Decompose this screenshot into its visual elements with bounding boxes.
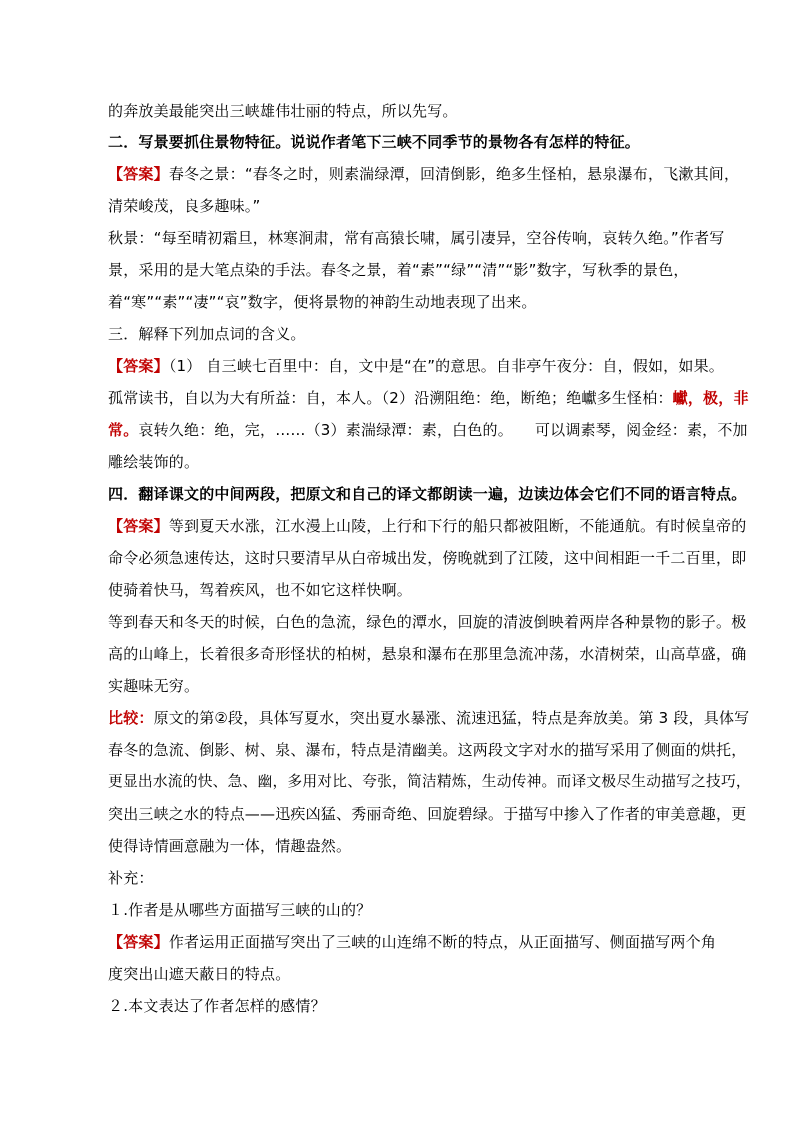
text-line bbox=[108, 804, 746, 824]
question-heading bbox=[108, 132, 640, 152]
text: 更显出水流的快、急、幽，多用对比、夸张，简洁精炼，生动传神。而译文极尽生动描写之技巧， bbox=[108, 773, 751, 790]
text: 命令必须急速传达，这时只要清早从白帝城出发，傍晚就到了江陵，这中间相距一千二百里，即 bbox=[108, 549, 747, 567]
text-line bbox=[108, 964, 290, 984]
answer-line bbox=[108, 516, 746, 536]
text-line bbox=[108, 420, 748, 440]
text-line bbox=[108, 101, 458, 121]
text: 春冬之景：“春冬之时，则素湍绿潭，回清倒影，绝多生怪柏，悬泉瀑布，飞漱其间， bbox=[168, 165, 740, 183]
text: 度突出山遮天蔽日的特点。 bbox=[108, 965, 291, 983]
text: 四．翻译课文的中间两段，把原文和自己的译文都朗读一遍，边读边体会它们不同的语言特点。 bbox=[108, 485, 747, 503]
answer-tag: 【答案】 bbox=[108, 517, 169, 535]
text: ２.本文表达了作者怎样的感情？ bbox=[108, 997, 326, 1015]
text: 雕绘装饰的。 bbox=[108, 453, 200, 471]
text-line bbox=[108, 836, 351, 856]
question-heading bbox=[108, 484, 746, 504]
text: 使骑着快马，驾着疾风，也不如它这样快啊。 bbox=[108, 581, 413, 599]
text: 作者运用正面描写突出了三峡的山连绵不断的特点，从正面描写、侧面描写两个角 bbox=[168, 933, 717, 951]
question-heading bbox=[108, 324, 306, 344]
text-line bbox=[108, 740, 746, 760]
text-line bbox=[108, 548, 746, 568]
text: 景，采用的是大笔点染的手法。春冬之景，着“素”“绿”“清”“影”数字，写秋季的景色， bbox=[108, 261, 689, 279]
text: 可以调素琴，阅金经：素，不加 bbox=[534, 421, 748, 439]
comparison-line bbox=[108, 708, 749, 728]
answer-tag: 【答案】 bbox=[108, 165, 169, 183]
text-line bbox=[108, 260, 689, 280]
text: 高的山峰上，长着很多奇形怪状的柏树，悬泉和瀑布在那里急流冲荡，水清树荣，山高草盛，确 bbox=[108, 645, 747, 663]
text: 原文的第②段，具体写夏水，突出夏水暴涨、流速迅猛，特点是奔放美。第 3 段，具体写 bbox=[153, 709, 750, 727]
text: 清荣峻茂，良多趣味。” bbox=[108, 197, 261, 215]
supplement-heading bbox=[108, 868, 154, 888]
answer-line bbox=[108, 356, 724, 376]
text: 着“寒”“素”“凄”“哀”数字，便将景物的神韵生动地表现了出来。 bbox=[108, 293, 537, 311]
question-line bbox=[108, 996, 326, 1016]
emphasis-text: 常。 bbox=[108, 421, 139, 439]
text-line bbox=[108, 452, 199, 472]
text: 二．写景要抓住景物特征。说说作者笔下三峡不同季节的景物各有怎样的特征。 bbox=[108, 133, 641, 151]
text: 三．解释下列加点词的含义。 bbox=[108, 325, 306, 343]
text: 等到春天和冬天的时候，白色的急流，绿色的潭水，回旋的清波倒映着两岸各种景物的影子。极 bbox=[108, 613, 747, 631]
answer-line bbox=[108, 164, 739, 184]
text-line bbox=[108, 292, 537, 312]
text-line bbox=[108, 772, 751, 792]
text: 使得诗情画意融为一体，情趣盎然。 bbox=[108, 837, 352, 855]
text: １.作者是从哪些方面描写三峡的山的？ bbox=[108, 901, 372, 919]
answer-line bbox=[108, 932, 716, 952]
text-line bbox=[108, 580, 412, 600]
text: 哀转久绝：绝，完，……（3）素湍绿潭：素，白色的。 bbox=[138, 421, 513, 439]
text: 孤常读书，自以为大有所益：自，本人。（2）沿溯阻绝：绝，断绝；绝巘多生怪柏： bbox=[108, 389, 673, 407]
text-line bbox=[108, 196, 260, 216]
text: 实趣味无穷。 bbox=[108, 677, 200, 695]
text-line bbox=[108, 612, 746, 632]
answer-tag: 【答案】 bbox=[108, 357, 169, 375]
answer-tag: 【答案】 bbox=[108, 933, 169, 951]
comparison-tag: 比较： bbox=[108, 709, 154, 727]
question-line bbox=[108, 900, 371, 920]
text: 春冬的急流、倒影、树、泉、瀑布，特点是清幽美。这两段文字对水的描写采用了侧面的烘托， bbox=[108, 741, 747, 759]
emphasis-text: 巘，极，非 bbox=[672, 389, 749, 407]
text: 等到夏天水涨，江水漫上山陵，上行和下行的船只都被阻断，不能通航。有时候皇帝的 bbox=[168, 517, 747, 535]
text-line bbox=[108, 228, 724, 248]
text: 秋景：“每至晴初霜旦，林寒涧肃，常有高猿长啸，属引凄异，空谷传响，哀转久绝。”作者写 bbox=[108, 229, 725, 247]
text: 突出三峡之水的特点——迅疾凶猛、秀丽奇绝、回旋碧绿。于描写中掺入了作者的审美意趣，更 bbox=[108, 805, 747, 823]
text: （1） 自三峡七百里中：自，文中是“在”的意思。自非亭午夜分：自，假如，如果。 bbox=[168, 357, 724, 375]
text-line bbox=[108, 644, 746, 664]
text-line bbox=[108, 388, 749, 408]
text: 补充： bbox=[108, 869, 154, 887]
text-line bbox=[108, 676, 199, 696]
text: 的奔放美最能突出三峡雄伟壮丽的特点，所以先写。 bbox=[108, 102, 458, 120]
